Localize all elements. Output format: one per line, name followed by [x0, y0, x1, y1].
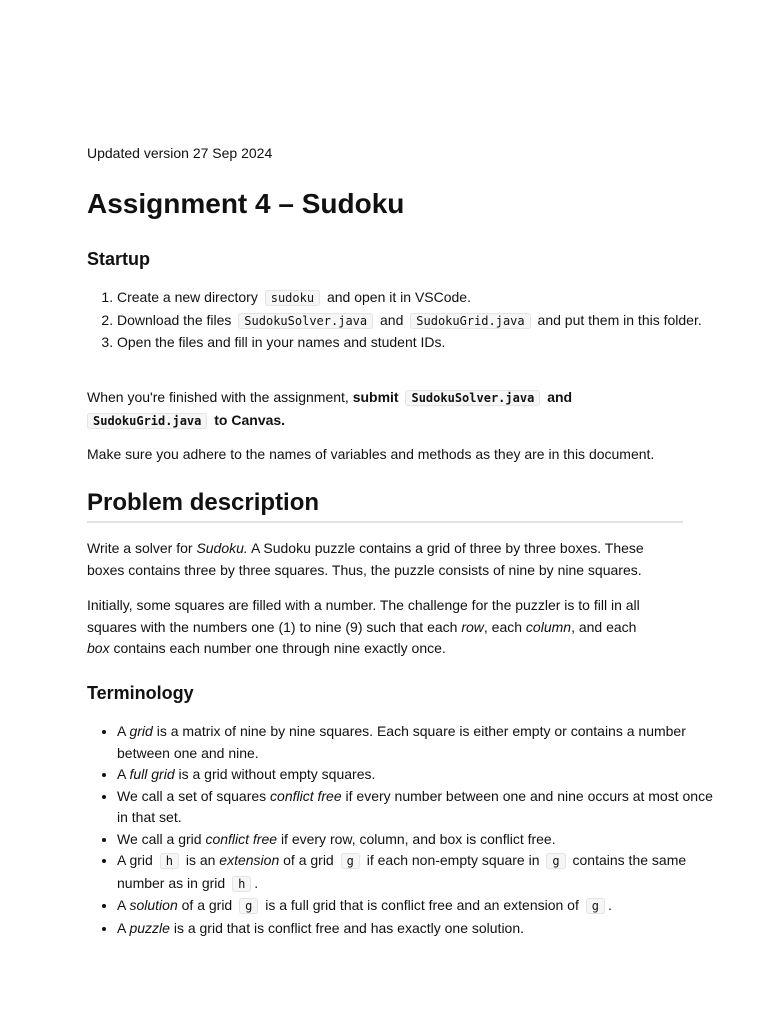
terminology-list	[87, 721, 713, 939]
term-text: is a matrix of nine by nine squares. Each square is either empty or contains a number between one and nine.	[117, 723, 686, 761]
term-text: A	[117, 919, 126, 936]
term-item-extension	[117, 850, 713, 895]
step-text: and open it in VSCode.	[326, 289, 471, 305]
inline-code: SudokuGrid.java	[410, 313, 530, 329]
step-text: and put them in this folder.	[537, 311, 702, 328]
startup-heading: Startup	[87, 249, 150, 269]
term-text: .	[254, 874, 259, 891]
term-text: A grid	[117, 852, 153, 868]
term-text: is an	[185, 852, 216, 868]
term-text: A	[117, 723, 126, 739]
write-paragraph	[87, 538, 683, 581]
term-text: is a full grid that is conflict free and an extension of	[265, 897, 579, 913]
term-emphasis: conflict free	[270, 787, 342, 804]
emphasis: Sudoku.	[196, 540, 248, 556]
term-text: of a grid	[283, 852, 334, 868]
inline-code: g	[546, 853, 565, 869]
inline-code: g	[586, 898, 605, 914]
para-text: Initially, some squares are filled with a number. The challenge for the puzzler is to fill in all squares with the numbers one (1) to nine (9) such that each	[87, 597, 640, 635]
step-text: Create a new directory	[117, 289, 258, 305]
term-item-conflict-free-set	[117, 786, 713, 829]
startup-steps	[87, 287, 713, 354]
term-item-conflict-free-grid	[117, 829, 713, 851]
submit-paragraph	[87, 387, 683, 432]
page-title: Assignment 4 – Sudoku	[87, 188, 405, 219]
para-text: A Sudoku puzzle contains a grid of three by three boxes. These boxes contains three by three squares. Thus, the puzzle consists of nine by nine squares.	[87, 540, 644, 578]
submit-and: and	[547, 389, 573, 405]
term-item-full-grid	[117, 764, 713, 786]
inline-code: SudokuSolver.java	[405, 390, 540, 406]
term-emphasis: grid	[129, 723, 153, 739]
submit-word: submit	[352, 389, 399, 405]
term-text: if every row, column, and box is conflict free.	[280, 830, 556, 847]
adhere-paragraph: Make sure you adhere to the names of variables and methods as they are in this document.	[87, 446, 655, 462]
term-emphasis: puzzle	[129, 919, 170, 936]
inline-code: SudokuGrid.java	[87, 413, 207, 429]
updated-note: Updated version 27 Sep 2024	[87, 145, 273, 161]
startup-step-1	[117, 287, 713, 310]
emphasis: box	[87, 640, 110, 656]
inline-code: h	[160, 853, 179, 869]
startup-step-2	[117, 310, 713, 333]
term-text: A	[117, 897, 126, 913]
step-text: and	[380, 311, 404, 328]
inline-code: g	[239, 898, 258, 914]
initially-paragraph	[87, 595, 683, 660]
para-text: , each	[483, 618, 523, 635]
submit-text: When you're finished with the assignment,	[87, 389, 349, 405]
step-text: Open the files and fill in your names and student IDs.	[117, 334, 446, 350]
terminology-heading: Terminology	[87, 683, 194, 703]
emphasis: row	[461, 618, 484, 635]
term-emphasis: full grid	[129, 766, 175, 782]
inline-code: g	[341, 853, 360, 869]
term-text: We call a grid	[117, 830, 202, 847]
emphasis: column	[525, 618, 572, 635]
term-text: We call a set of squares	[117, 787, 267, 804]
para-text: , and each	[571, 618, 637, 635]
inline-code: h	[232, 876, 251, 892]
term-text: if each non-empty square in	[366, 852, 540, 868]
term-text: .	[607, 897, 612, 913]
term-emphasis: solution	[129, 897, 178, 913]
problem-heading: Problem description	[87, 488, 683, 523]
step-text: Download the files	[117, 311, 232, 328]
inline-code: SudokuSolver.java	[238, 313, 373, 329]
term-item-grid	[117, 721, 713, 764]
para-text: Write a solver for	[87, 540, 193, 556]
term-item-puzzle	[117, 918, 713, 940]
startup-step-3	[117, 332, 713, 354]
para-text: contains each number one through nine exactly once.	[113, 640, 446, 656]
term-text: A	[117, 766, 126, 782]
term-emphasis: conflict free	[205, 830, 278, 847]
term-emphasis: extension	[219, 852, 280, 868]
term-text: contains the same number as in grid	[117, 852, 687, 891]
inline-code: sudoku	[265, 290, 320, 306]
submit-destination: to Canvas.	[214, 411, 286, 428]
term-text: if every number between one and nine occurs at most once in that set.	[117, 787, 713, 825]
term-text: is a grid without empty squares.	[178, 766, 376, 782]
term-text: is a grid that is conflict free and has exactly one solution.	[173, 919, 525, 936]
term-item-solution	[117, 895, 713, 918]
term-text: of a grid	[181, 897, 233, 913]
